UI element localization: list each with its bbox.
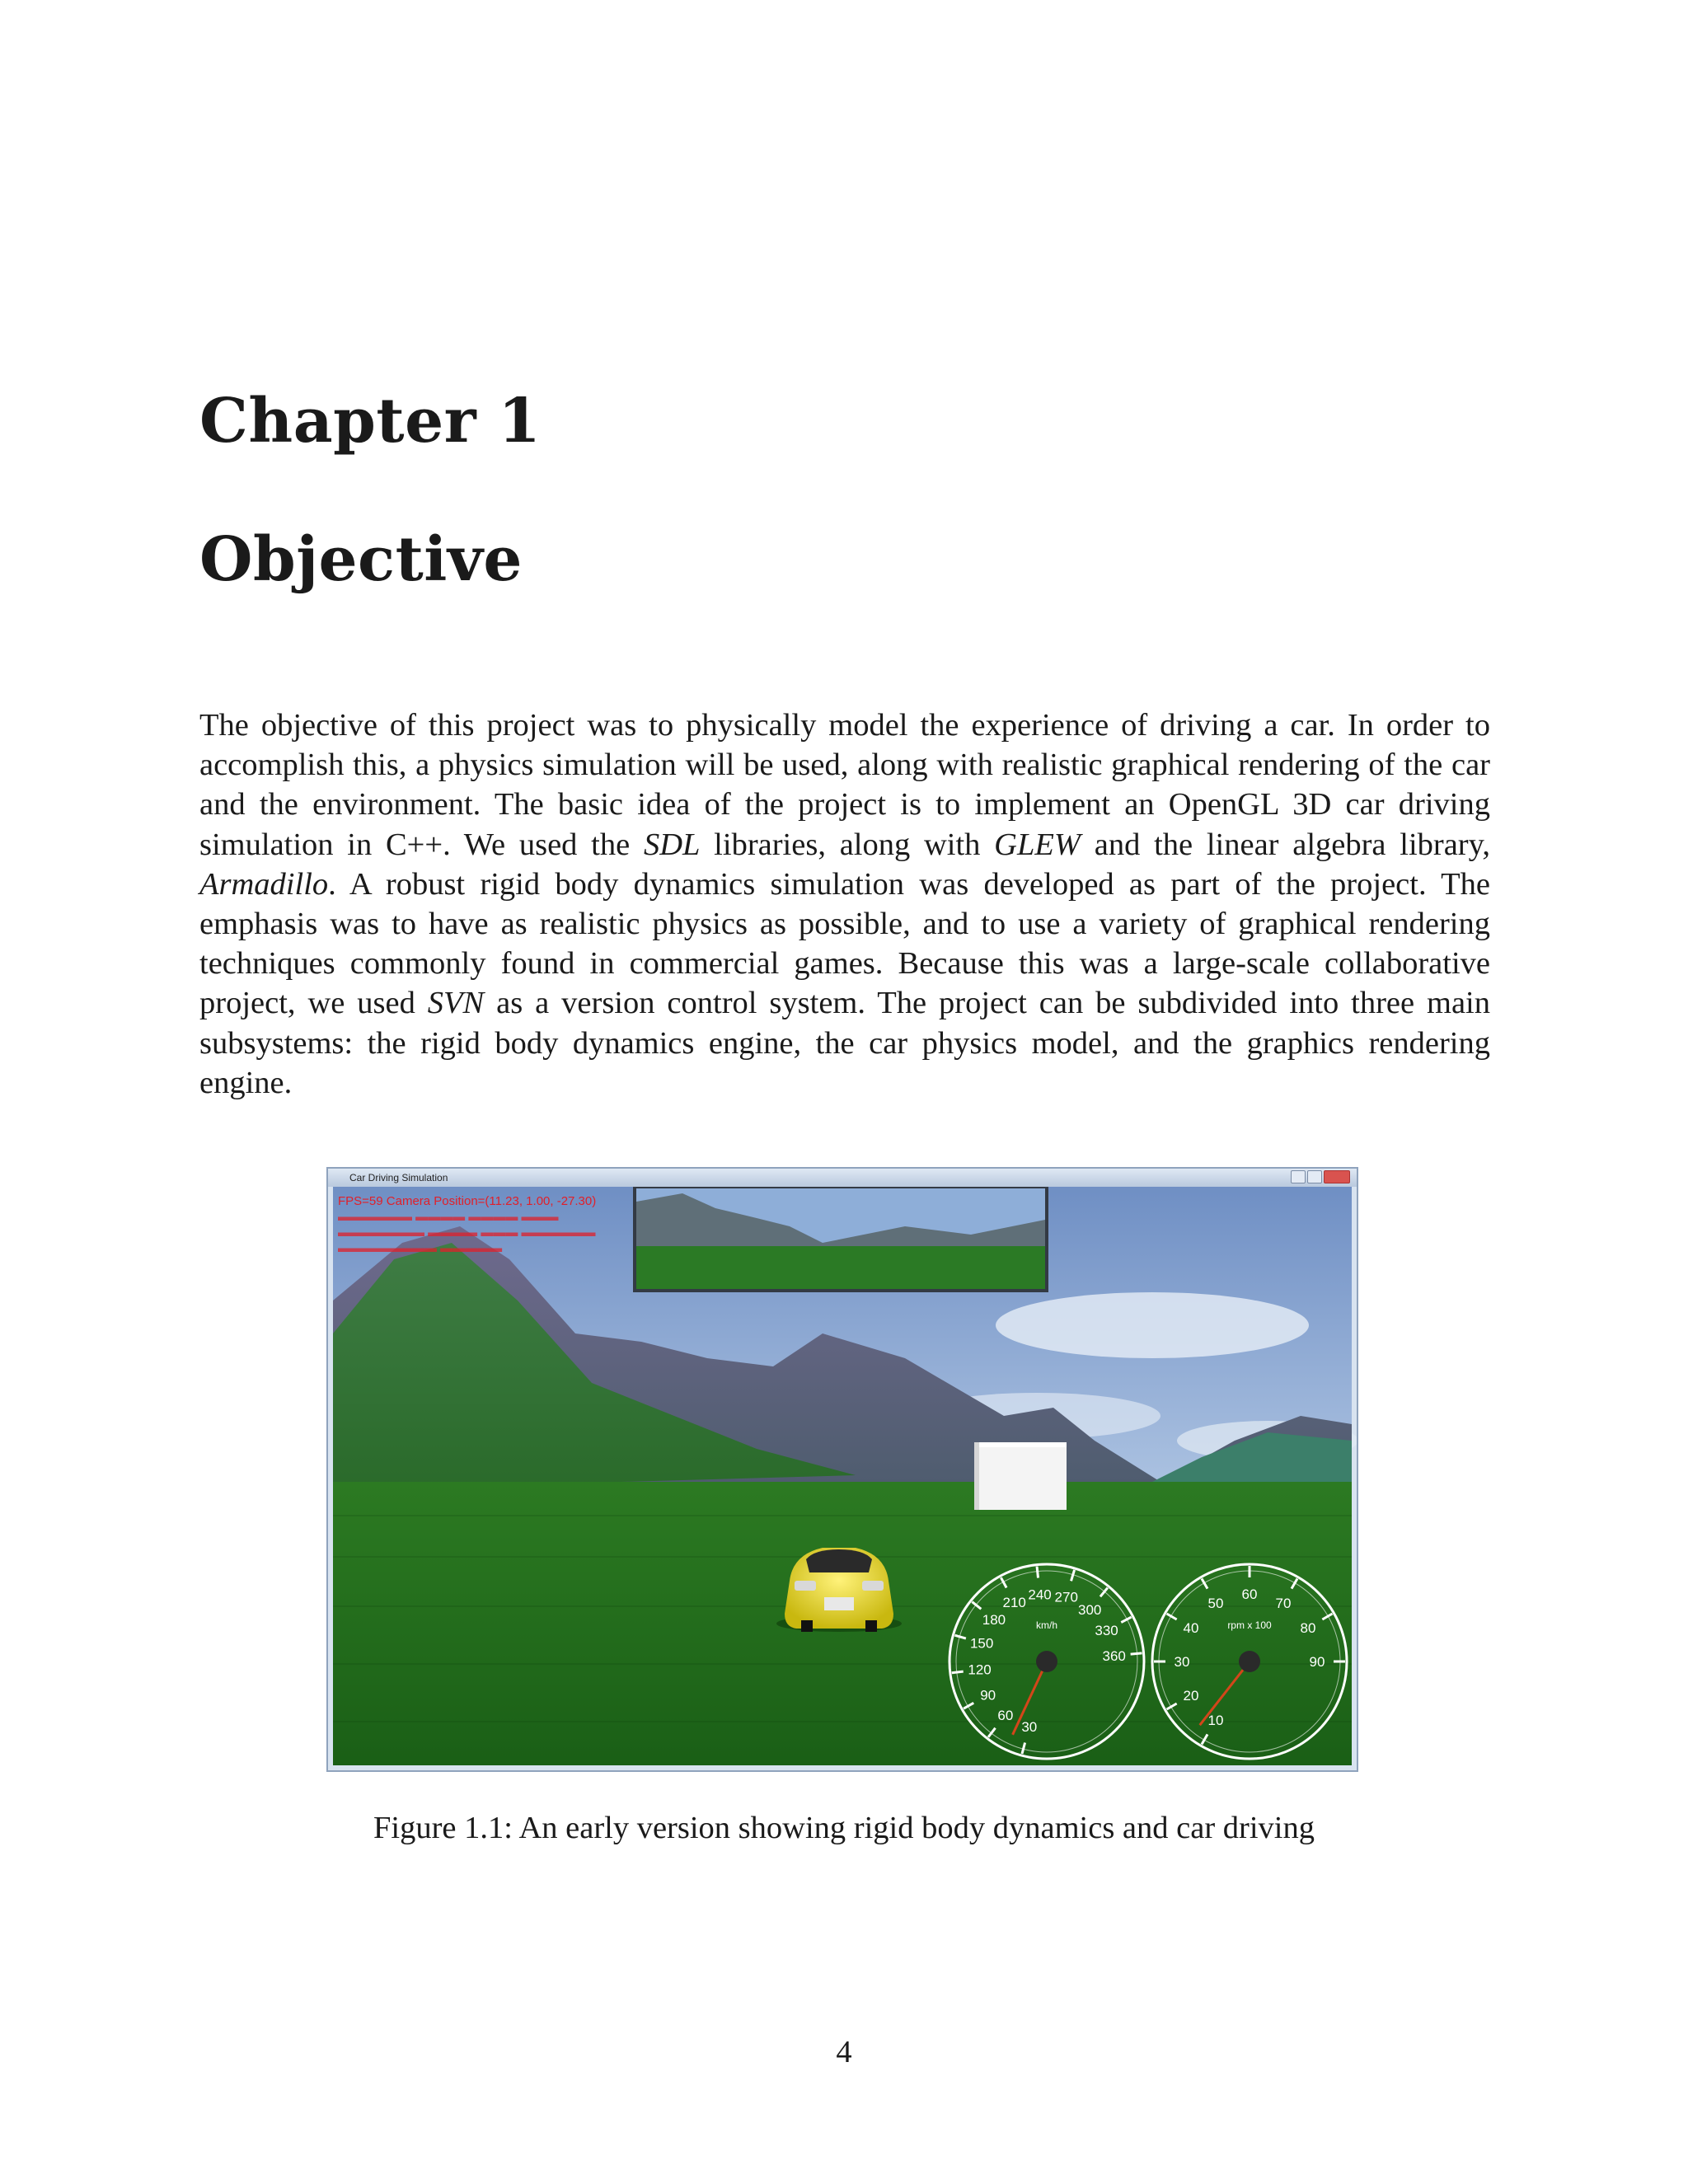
cloud — [996, 1292, 1309, 1358]
figure-caption: Figure 1.1: An early version showing rigid body dynamics and car driving — [373, 1811, 1315, 1845]
tachometer-tick-label: 30 — [1174, 1654, 1190, 1670]
body-text-part-2: libraries, along with — [700, 827, 995, 862]
simulation-screenshot-figure — [326, 1167, 1358, 1772]
speedometer-tick — [1131, 1653, 1142, 1654]
tachometer-tick-label: 20 — [1183, 1688, 1199, 1704]
close-button[interactable] — [1324, 1170, 1350, 1183]
tachometer-tick-label: 80 — [1300, 1620, 1316, 1636]
body-text-part-4: . A robust rigid body dynamics simulation was developed as part of the project. The emphasis was to have as realistic physics as possible, and to use a variety of graphical rendering techniques commonly found in commercial games. Because this was a large-scale collaborative project, we used — [199, 866, 1490, 1021]
speedometer-tick-label: 300 — [1078, 1601, 1102, 1618]
window-title: Car Driving Simulation — [349, 1172, 448, 1183]
sdl-term: SDL — [643, 827, 701, 862]
svn-term: SVN — [427, 986, 485, 1021]
speedometer-tick — [1037, 1567, 1038, 1578]
speedometer-hub — [1036, 1651, 1057, 1672]
hud-line-blurred: ▬▬▬▬▬▬▬▬ ▬▬▬▬▬ — [338, 1241, 503, 1255]
speedometer-tick-label: 60 — [997, 1707, 1014, 1723]
speedometer-tick — [952, 1671, 964, 1673]
rigid-body-cube — [974, 1442, 1067, 1510]
speedometer-tick-label: 330 — [1095, 1622, 1118, 1638]
rear-view-mirror — [633, 1187, 1048, 1292]
tachometer-unit-label: rpm x 100 — [1227, 1619, 1272, 1631]
speedometer-tick-label: 30 — [1021, 1719, 1038, 1736]
hud-overlay — [338, 1193, 596, 1256]
speedometer-tick-label: 360 — [1102, 1647, 1126, 1664]
body-text-part-1: The objective of this project was to physically model the experience of driving a car. In order to accomplish this, a physics simulation will be used, along with realistic graphical rendering of the car and the environment. The basic idea of the project is to implement an OpenGL 3D car driving simulation in C++. We used the — [199, 708, 1490, 862]
speedometer-unit-label: km/h — [1035, 1619, 1058, 1631]
body-text-part-3: and the linear algebra library, — [1080, 827, 1491, 862]
hud-line-blurred: ▬▬▬▬▬▬ ▬▬▬▬ ▬▬▬▬ ▬▬▬ — [338, 1210, 559, 1224]
speedometer-tick-label: 240 — [1028, 1586, 1052, 1603]
glew-term: GLEW — [994, 827, 1081, 862]
body-paragraph — [199, 705, 1490, 1103]
body-text-part-5: as a version control system. The project can be subdivided into three main subsystems: the rigid body dynamics engine, the car physics model, and the graphics rendering engine. — [199, 986, 1490, 1100]
maximize-button[interactable] — [1307, 1170, 1322, 1183]
armadillo-term: Armadillo — [199, 866, 329, 902]
window-titlebar — [328, 1169, 1357, 1187]
tachometer-tick-label: 50 — [1207, 1595, 1224, 1611]
minimize-button[interactable] — [1291, 1170, 1306, 1183]
speedometer-tick-label: 90 — [980, 1687, 996, 1704]
speedometer-tick-label: 180 — [982, 1611, 1006, 1628]
speedometer-tick-label: 120 — [968, 1661, 992, 1678]
chapter-title: Objective — [199, 524, 523, 595]
hud-line-1: FPS=59 Camera Position=(11.23, 1.00, -27.30) — [338, 1194, 597, 1208]
speedometer-tick-label: 270 — [1054, 1589, 1078, 1605]
tachometer-hub — [1239, 1651, 1260, 1672]
tachometer-tick-label: 60 — [1241, 1586, 1258, 1602]
tachometer-tick-label: 10 — [1207, 1713, 1224, 1729]
tachometer-tick-label: 90 — [1309, 1654, 1325, 1670]
speedometer-tick-label: 210 — [1002, 1595, 1026, 1611]
tachometer-tick-label: 70 — [1275, 1595, 1292, 1611]
speedometer-tick-label: 150 — [969, 1635, 994, 1652]
tachometer-tick-label: 40 — [1183, 1620, 1199, 1636]
chapter-label: Chapter 1 — [199, 386, 542, 457]
page-number: 4 — [836, 2035, 852, 2069]
simulation-scene — [328, 1169, 1357, 1770]
hud-line-blurred: ▬▬▬▬▬▬▬ ▬▬▬▬ ▬▬▬ ▬▬▬▬▬▬ — [338, 1226, 596, 1240]
